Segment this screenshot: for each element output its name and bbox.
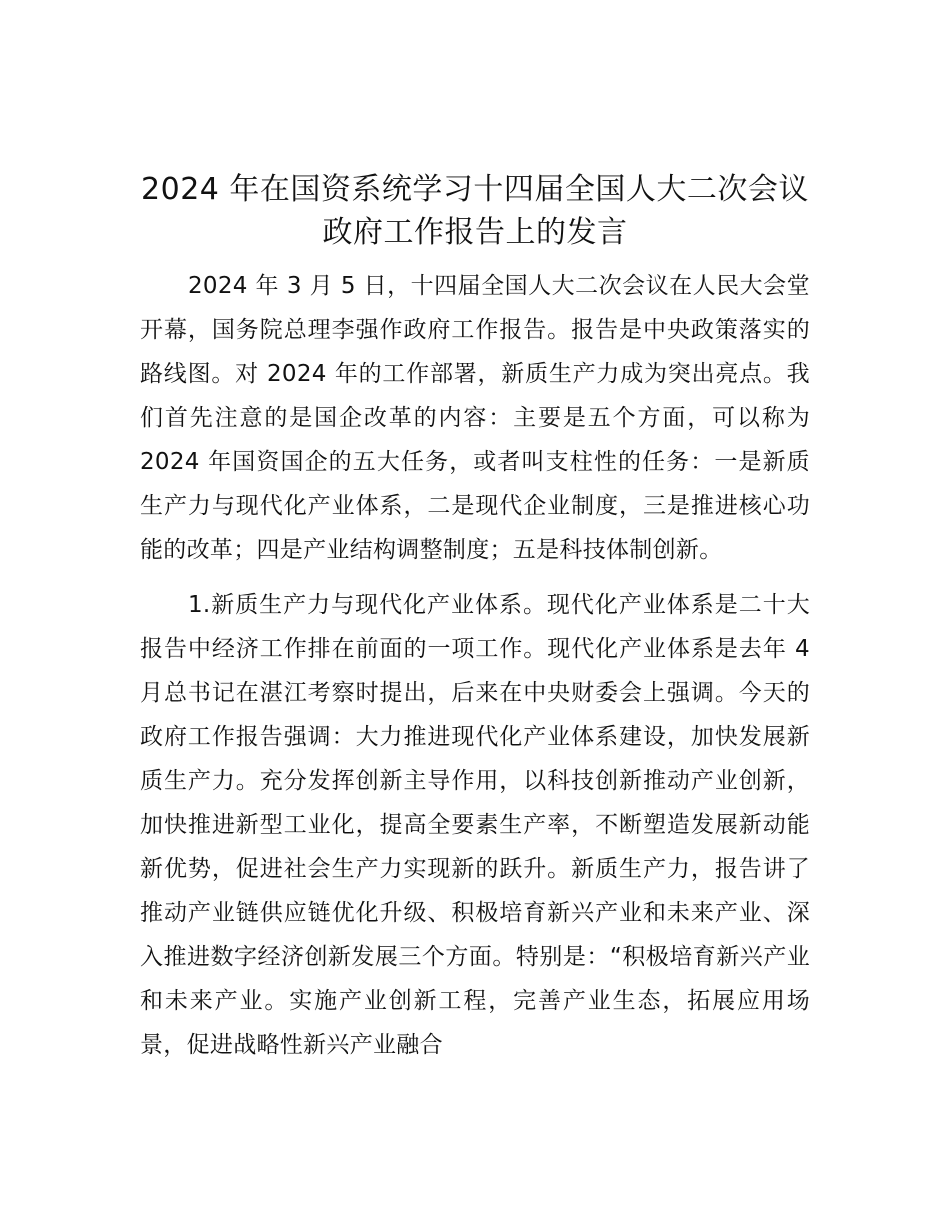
document-title: 2024 年在国资系统学习十四届全国人大二次会议政府工作报告上的发言 <box>141 172 809 250</box>
paragraph-section-1: 1.新质生产力与现代化产业体系。现代化产业体系是二十大报告中经济工作排在前面的一项工作。现代化产业体系是去年 4 月总书记在湛江考察时提出，后来在中央财委会上强调。今天的政府工作报告强调：大力推进现代化产业体系建设，加快发展新质生产力。充分发挥创新主导作用，以科技创新推动产业创新，加快推进新型工业化，提高全要素生产率，不断塑造发展新动能新优势，促进社会生产力实现新的跃升。新质生产力，报告讲了推动产业链供应链优化升级、积极培育新兴产业和未来产业、深入推进数字经济创新发展三个方面。特别是：“积极培育新兴产业和未来产业。实施产业创新工程，完善产业生态，拓展应用场景，促进战略性新兴产业融合 <box>140 592 810 1058</box>
document-body <box>140 264 810 1067</box>
paragraph-intro: 2024 年 3 月 5 日，十四届全国人大二次会议在人民大会堂开幕，国务院总理李强作政府工作报告。报告是中央政策落实的路线图。对 2024 年的工作部署，新质生产力成为突出亮点。我们首先注意的是国企改革的内容：主要是五个方面，可以称为 2024 年国资国企的五大任务，或者叫支柱性的任务：一是新质生产力与现代化产业体系，二是现代企业制度，三是推进核心功能的改革；四是产业结构调整制度；五是科技体制创新。 <box>140 273 810 563</box>
